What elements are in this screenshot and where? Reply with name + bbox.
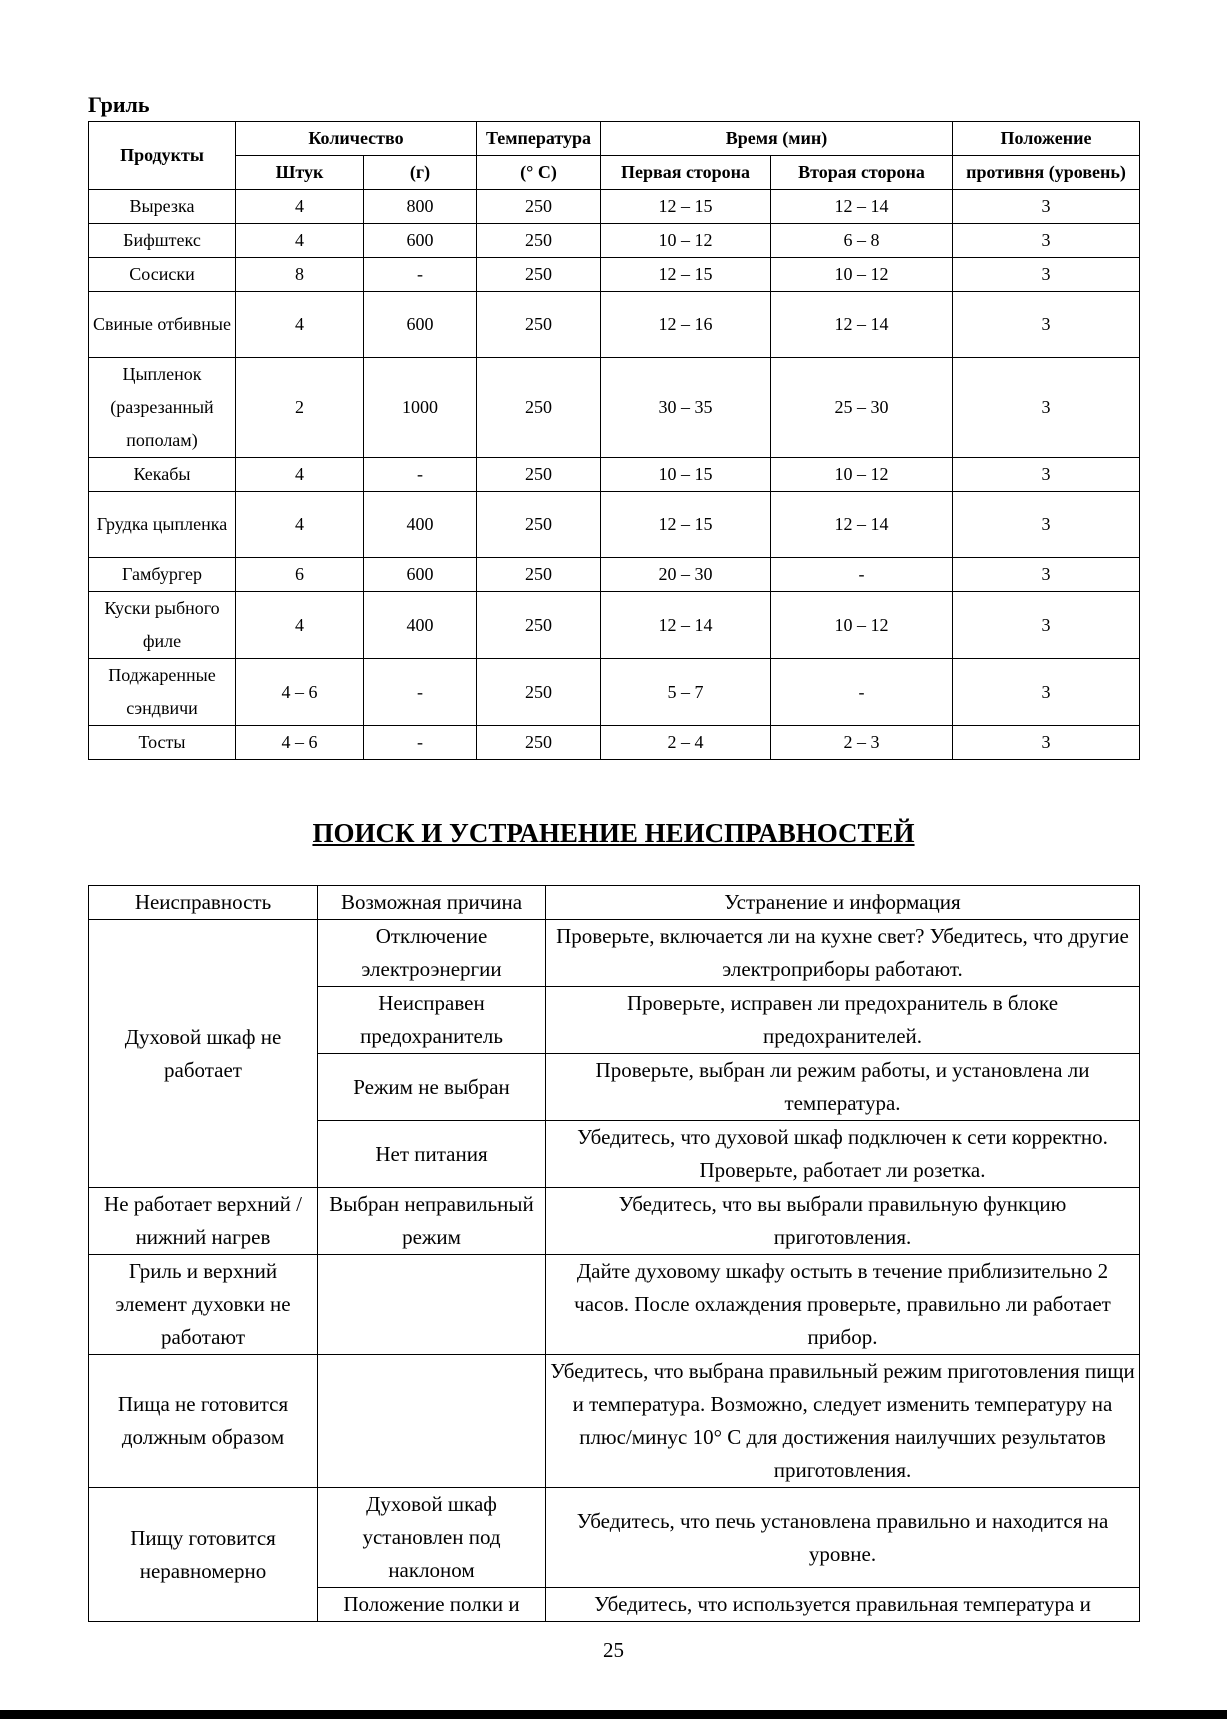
pieces-cell: 4 [236, 492, 364, 558]
temperature-cell: 250 [477, 292, 601, 358]
first-side-cell: 2 – 4 [601, 726, 771, 760]
temperature-cell: 250 [477, 190, 601, 224]
first-side-cell: 12 – 15 [601, 492, 771, 558]
remedy-cell: Дайте духовому шкафу остыть в течение приблизительно 2 часов. После охлаждения проверьте, правильно ли работает прибор. [546, 1255, 1140, 1355]
pieces-cell: 4 [236, 190, 364, 224]
cause-cell: Положение полки и [318, 1588, 546, 1622]
product-cell: Куски рыбного филе [89, 592, 236, 659]
second-side-cell: 10 – 12 [771, 258, 953, 292]
remedy-cell: Убедитесь, что вы выбрали правильную функцию приготовления. [546, 1188, 1140, 1255]
bottom-rule [0, 1710, 1227, 1719]
first-side-cell: 12 – 16 [601, 292, 771, 358]
grams-cell: 400 [364, 492, 477, 558]
grill-table-body [89, 190, 1140, 760]
pieces-cell: 2 [236, 358, 364, 458]
table-row [89, 558, 1140, 592]
header-time: Время (мин) [601, 122, 953, 156]
table-row [89, 1255, 1140, 1355]
pieces-cell: 6 [236, 558, 364, 592]
table-row [89, 258, 1140, 292]
grams-cell: 400 [364, 592, 477, 659]
level-cell: 3 [953, 190, 1140, 224]
table-row [89, 1188, 1140, 1255]
temperature-cell: 250 [477, 558, 601, 592]
header-remedy: Устранение и информация [546, 886, 1140, 920]
grill-table [88, 121, 1140, 760]
troubleshooting-table-body [89, 920, 1140, 1622]
temperature-cell: 250 [477, 592, 601, 659]
fault-cell: Пища не готовится должным образом [89, 1355, 318, 1488]
header-temperature: Температура [477, 122, 601, 156]
temperature-cell: 250 [477, 458, 601, 492]
level-cell: 3 [953, 224, 1140, 258]
temperature-cell: 250 [477, 659, 601, 726]
fault-cell: Пищу готовится неравномерно [89, 1488, 318, 1622]
header-quantity: Количество [236, 122, 477, 156]
product-cell: Поджаренные сэндвичи [89, 659, 236, 726]
level-cell: 3 [953, 659, 1140, 726]
second-side-cell: 2 – 3 [771, 726, 953, 760]
temperature-cell: 250 [477, 492, 601, 558]
second-side-cell: 12 – 14 [771, 492, 953, 558]
temperature-cell: 250 [477, 726, 601, 760]
header-second-side: Вторая сторона [771, 156, 953, 190]
table-row [89, 224, 1140, 258]
pieces-cell: 4 [236, 458, 364, 492]
table-row [89, 292, 1140, 358]
header-pieces: Штук [236, 156, 364, 190]
troubleshooting-table [88, 885, 1140, 1622]
level-cell: 3 [953, 458, 1140, 492]
level-cell: 3 [953, 358, 1140, 458]
first-side-cell: 30 – 35 [601, 358, 771, 458]
second-side-cell: 10 – 12 [771, 592, 953, 659]
cause-cell: Неисправен предохранитель [318, 987, 546, 1054]
pieces-cell: 4 – 6 [236, 659, 364, 726]
grams-cell: 600 [364, 558, 477, 592]
fault-cell: Не работает верхний / нижний нагрев [89, 1188, 318, 1255]
header-grams: (г) [364, 156, 477, 190]
pieces-cell: 4 [236, 592, 364, 659]
product-cell: Кекабы [89, 458, 236, 492]
second-side-cell: 12 – 14 [771, 292, 953, 358]
fault-cell: Гриль и верхний элемент духовки не работают [89, 1255, 318, 1355]
remedy-cell: Убедитесь, что выбрана правильный режим приготовления пищи и температура. Возможно, следует изменить температуру на плюс/минус 10° C для достижения наилучших результатов приготовления. [546, 1355, 1140, 1488]
remedy-cell: Убедитесь, что печь установлена правильно и находится на уровне. [546, 1488, 1140, 1588]
page-number: 25 [603, 1638, 624, 1662]
product-cell: Вырезка [89, 190, 236, 224]
remedy-cell: Проверьте, исправен ли предохранитель в блоке предохранителей. [546, 987, 1140, 1054]
pieces-cell: 4 – 6 [236, 726, 364, 760]
fault-cell: Духовой шкаф не работает [89, 920, 318, 1188]
remedy-cell: Проверьте, выбран ли режим работы, и установлена ли температура. [546, 1054, 1140, 1121]
table-row [89, 358, 1140, 458]
temperature-cell: 250 [477, 224, 601, 258]
product-cell: Бифштекс [89, 224, 236, 258]
level-cell: 3 [953, 558, 1140, 592]
header-temp-unit: (° C) [477, 156, 601, 190]
header-fault: Неисправность [89, 886, 318, 920]
temperature-cell: 250 [477, 258, 601, 292]
level-cell: 3 [953, 258, 1140, 292]
header-products: Продукты [89, 122, 236, 190]
table-row [89, 592, 1140, 659]
pieces-cell: 8 [236, 258, 364, 292]
remedy-cell: Убедитесь, что используется правильная температура и [546, 1588, 1140, 1622]
cause-cell: Нет питания [318, 1121, 546, 1188]
cause-cell: Выбран неправильный режим [318, 1188, 546, 1255]
first-side-cell: 12 – 14 [601, 592, 771, 659]
second-side-cell: 25 – 30 [771, 358, 953, 458]
second-side-cell: 10 – 12 [771, 458, 953, 492]
first-side-cell: 12 – 15 [601, 190, 771, 224]
product-cell: Сосиски [89, 258, 236, 292]
second-side-cell: - [771, 558, 953, 592]
grams-cell: - [364, 659, 477, 726]
table-row [89, 1488, 1140, 1588]
cause-cell: Отключение электроэнергии [318, 920, 546, 987]
remedy-cell: Убедитесь, что духовой шкаф подключен к сети корректно. Проверьте, работает ли розетка. [546, 1121, 1140, 1188]
temperature-cell: 250 [477, 358, 601, 458]
header-position-line2: противня (уровень) [953, 156, 1140, 190]
cause-cell [318, 1355, 546, 1488]
level-cell: 3 [953, 726, 1140, 760]
first-side-cell: 20 – 30 [601, 558, 771, 592]
header-position-line1: Положение [953, 122, 1140, 156]
table-row [89, 492, 1140, 558]
table-row [89, 659, 1140, 726]
second-side-cell: 12 – 14 [771, 190, 953, 224]
cause-cell: Режим не выбран [318, 1054, 546, 1121]
troubleshooting-title: ПОИСК И УСТРАНЕНИЕ НЕИСПРАВНОСТЕЙ [312, 818, 915, 848]
second-side-cell: 6 – 8 [771, 224, 953, 258]
remedy-cell: Проверьте, включается ли на кухне свет? Убедитесь, что другие электроприборы работают. [546, 920, 1140, 987]
pieces-cell: 4 [236, 224, 364, 258]
second-side-cell: - [771, 659, 953, 726]
grams-cell: - [364, 458, 477, 492]
first-side-cell: 5 – 7 [601, 659, 771, 726]
product-cell: Грудка цыпленка [89, 492, 236, 558]
grams-cell: 800 [364, 190, 477, 224]
level-cell: 3 [953, 292, 1140, 358]
table-row [89, 920, 1140, 987]
first-side-cell: 10 – 15 [601, 458, 771, 492]
table-row [89, 1355, 1140, 1488]
grams-cell: - [364, 726, 477, 760]
pieces-cell: 4 [236, 292, 364, 358]
header-cause: Возможная причина [318, 886, 546, 920]
cause-cell [318, 1255, 546, 1355]
first-side-cell: 10 – 12 [601, 224, 771, 258]
grams-cell: 600 [364, 292, 477, 358]
product-cell: Свиные отбивные [89, 292, 236, 358]
grams-cell: - [364, 258, 477, 292]
grams-cell: 600 [364, 224, 477, 258]
table-row [89, 726, 1140, 760]
level-cell: 3 [953, 492, 1140, 558]
product-cell: Цыпленок (разрезанный пополам) [89, 358, 236, 458]
grill-section-title: Гриль [88, 92, 150, 117]
first-side-cell: 12 – 15 [601, 258, 771, 292]
cause-cell: Духовой шкаф установлен под наклоном [318, 1488, 546, 1588]
header-first-side: Первая сторона [601, 156, 771, 190]
product-cell: Гамбургер [89, 558, 236, 592]
grams-cell: 1000 [364, 358, 477, 458]
level-cell: 3 [953, 592, 1140, 659]
table-row [89, 458, 1140, 492]
product-cell: Тосты [89, 726, 236, 760]
table-row [89, 190, 1140, 224]
